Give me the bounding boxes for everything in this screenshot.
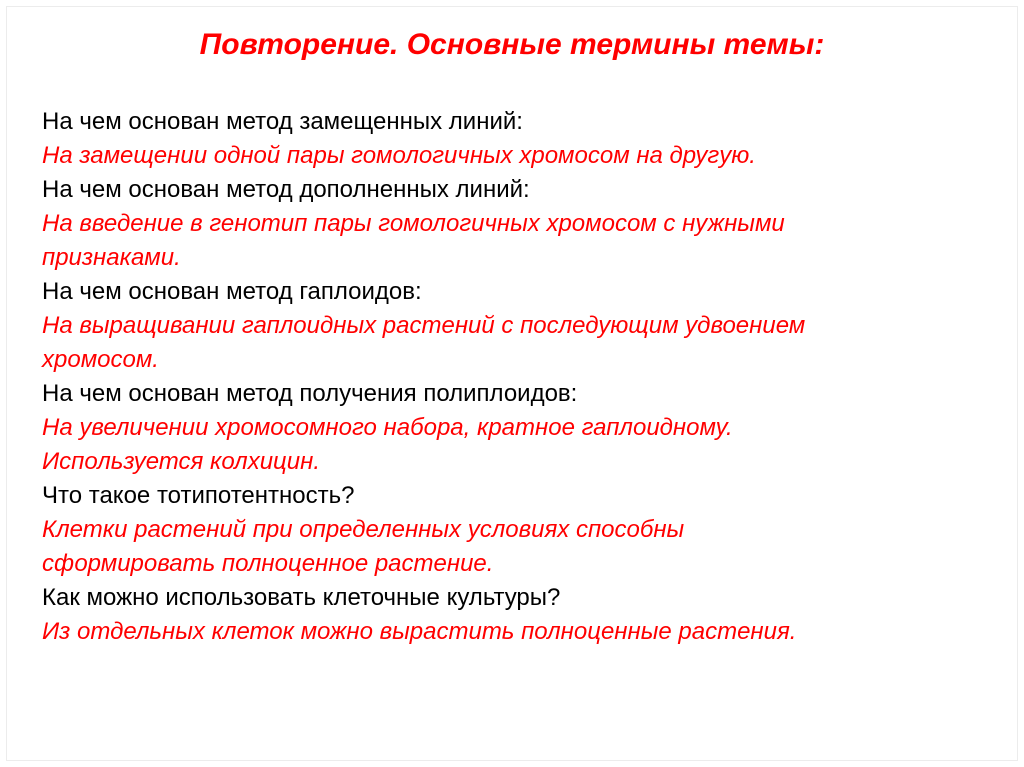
answer-line: признаками.	[42, 244, 181, 271]
answer-line: На замещении одной пары гомологичных хромосом на другую.	[42, 142, 756, 169]
answer-line: Клетки растений при определенных условиях способны	[42, 516, 685, 543]
question-line: На чем основан метод дополненных линий:	[42, 176, 530, 203]
answer-line: сформировать полноценное растение.	[42, 550, 494, 577]
answer-line: На введение в генотип пары гомологичных хромосом с нужными	[42, 210, 785, 237]
answer-line: хромосом.	[42, 346, 159, 373]
answer-line: На выращивании гаплоидных растений с последующим удвоением	[42, 312, 806, 339]
slide-content	[42, 105, 992, 649]
question-line: На чем основан метод получения полиплоидов:	[42, 380, 578, 407]
question-line: На чем основан метод гаплоидов:	[42, 278, 422, 305]
question-line: На чем основан метод замещенных линий:	[42, 108, 523, 135]
question-line: Как можно использовать клеточные культуры?	[42, 584, 561, 611]
answer-line: На увеличении хромосомного набора, кратное гаплоидному.	[42, 414, 733, 441]
answer-line: Используется колхицин.	[42, 448, 320, 475]
question-line: Что такое тотипотентность?	[42, 482, 355, 509]
slide-title: Повторение. Основные термины темы:	[199, 28, 825, 61]
answer-line: Из отдельных клеток можно вырастить полноценные растения.	[42, 618, 797, 645]
